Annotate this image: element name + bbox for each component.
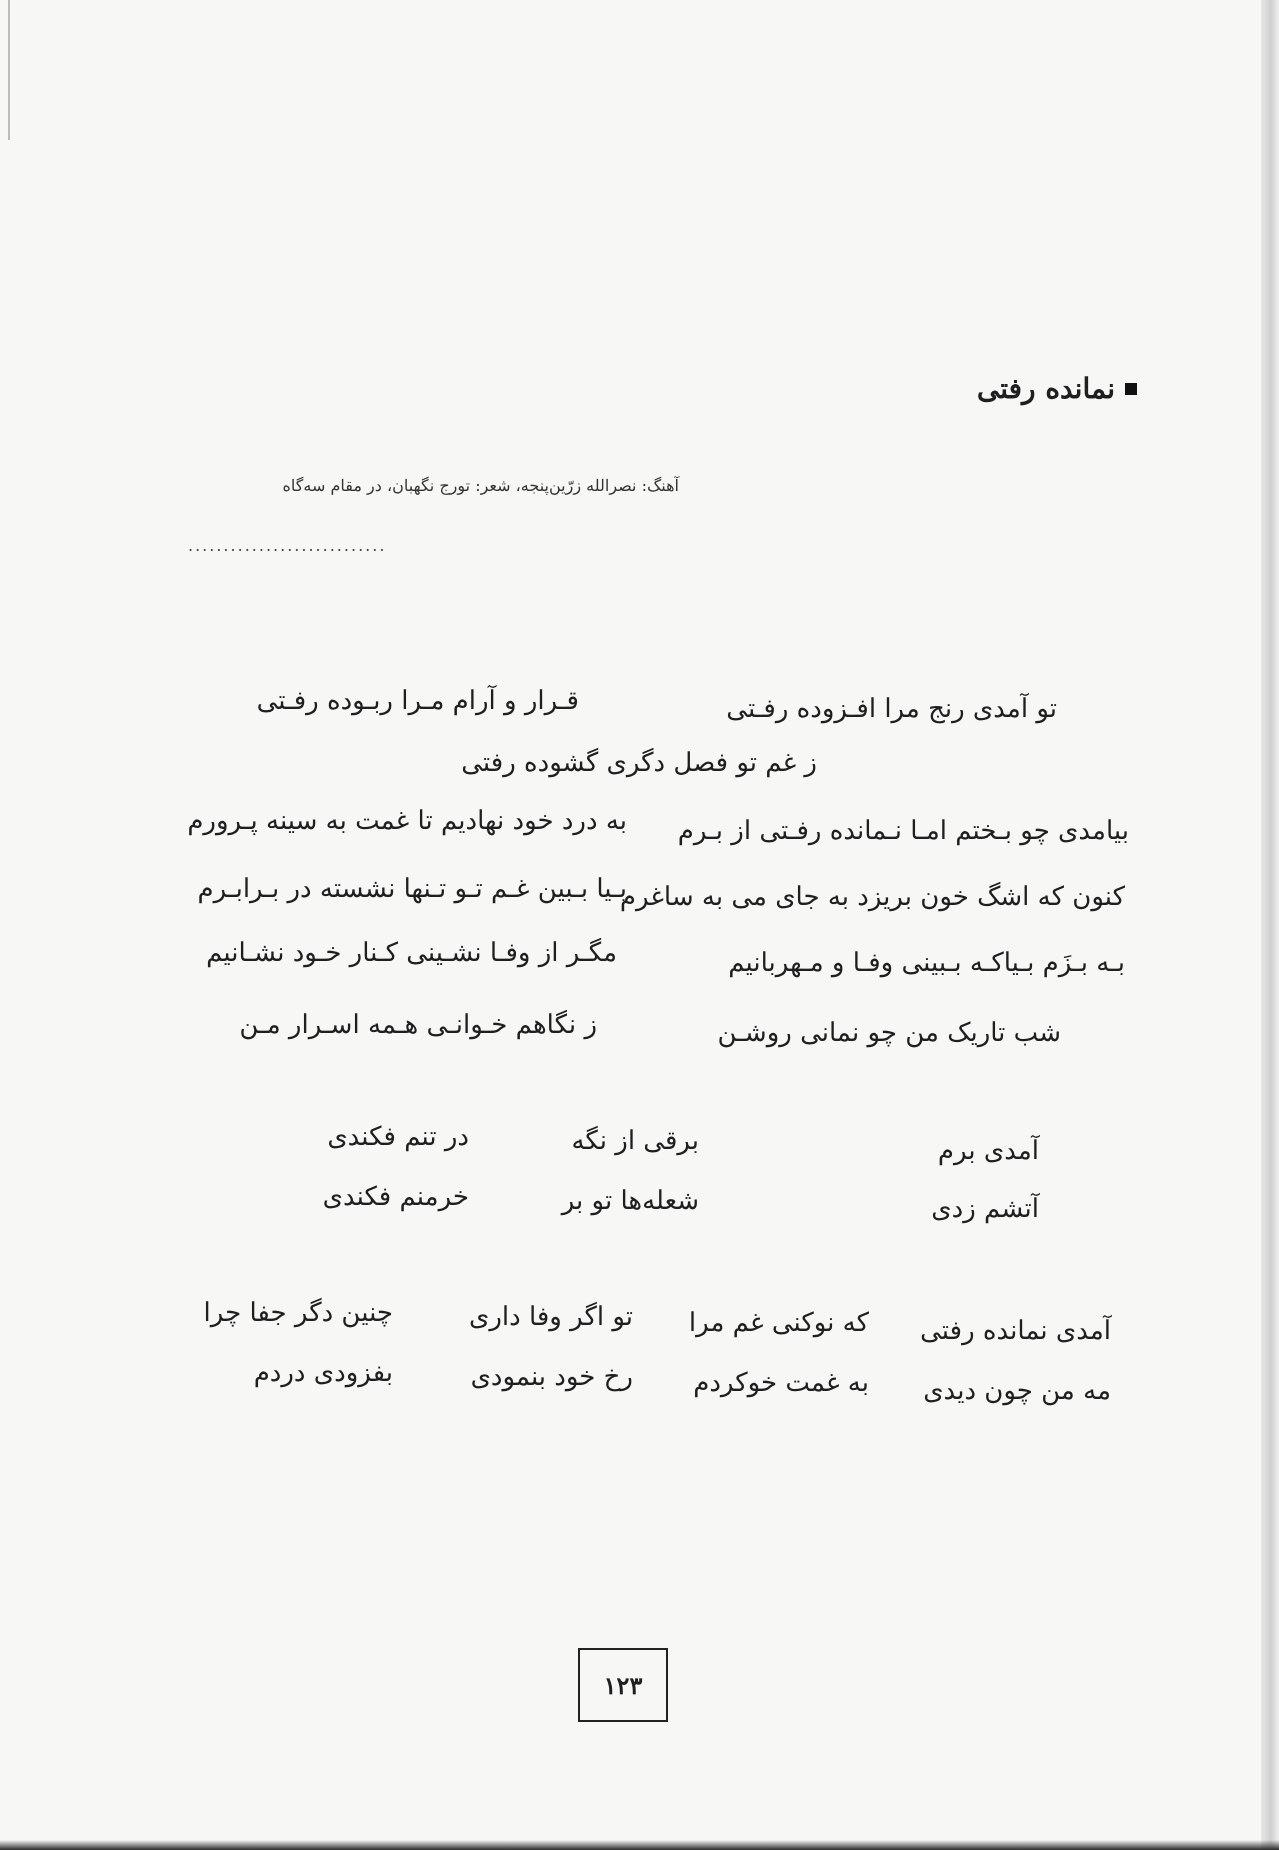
stanza3-row1-col1: آمدی نمانده رفتی xyxy=(920,1316,1111,1346)
stanza3-row2-col1: مه من چون دیدی xyxy=(923,1376,1111,1406)
stanza1-line4-right: کنون که اشگ خون بریزد به جای می به ساغرم xyxy=(619,882,1125,912)
song-title xyxy=(977,372,1137,405)
stanza1-line4-left: بـیا بـبین غـم تـو تـنها نشسته در بـرابـرم xyxy=(197,874,627,904)
stanza1-line1-left: قـرار و آرام مـرا ربـوده رفـتی xyxy=(256,686,579,716)
stanza1-line2: ز غم تو فصل دگری گشوده رفتی xyxy=(461,748,817,778)
stanza3-row1-col3: تو اگر وفا داری xyxy=(468,1302,633,1332)
stanza3-row2-col2: به غمت خوکردم xyxy=(693,1368,869,1398)
stanza2-row1-col2: برقی از نگه xyxy=(571,1126,699,1156)
stanza3-row2-col4: بفزودی دردم xyxy=(253,1358,393,1388)
stanza1-line3-right: بیامدی چو بـختم امـا نـمانده رفـتی از بـرم xyxy=(677,816,1129,846)
stanza3-row1-col4: چنین دگر جفا چرا xyxy=(203,1298,393,1328)
page-number-text: ۱۲۳ xyxy=(603,1670,643,1700)
stanza1-line5-right: بـه بـزَم بـیاکـه بـبینی وفـا و مـهربانیم xyxy=(728,948,1125,978)
credit-dotted-line: ............................ xyxy=(188,536,387,555)
stanza3-row2-col3: رخ خود بنمودی xyxy=(470,1362,633,1392)
stanza1-line6-left: ز نگاهم خـوانـی هـمه اسـرار مـن xyxy=(239,1010,597,1040)
song-credit: آهنگ: نصرالله زرّین‌پنجه، شعر: تورج نگهبان، در مقام سه‌گاه xyxy=(282,476,679,495)
stanza2-row2-col1: آتشم زدی xyxy=(931,1194,1039,1224)
stanza2-row2-col3: خرمنم فکندی xyxy=(322,1182,469,1212)
stanza2-row1-col1: آمدی برم xyxy=(937,1136,1039,1166)
stanza1-line1-right: تو آمدی رنج مرا افـزوده رفـتی xyxy=(726,694,1057,724)
scan-margin-mark xyxy=(8,0,10,140)
stanza1-line3-left: به درد خود نهادیم تا غمت به سینه پـرورم xyxy=(187,806,627,836)
page-edge-strip xyxy=(1261,0,1279,1850)
stanza2-row1-col3: در تنم فکندی xyxy=(327,1122,469,1152)
page-number xyxy=(578,1648,668,1722)
bottom-shadow xyxy=(0,1840,1279,1850)
stanza1-line5-left: مگـر از وفـا نشـینی کـنار خـود نشـانیم xyxy=(206,938,617,968)
stanza3-row1-col2: که نوکنی غم مرا xyxy=(688,1308,869,1338)
title-bullet-square-icon xyxy=(1125,383,1137,395)
stanza1-line6-right: شب تاریک من چو نمانی روشـن xyxy=(717,1018,1061,1048)
stanza2-row2-col2: شعله‌ها تو بر xyxy=(561,1186,699,1216)
song-title-text: نمانده رفتی xyxy=(976,372,1115,405)
